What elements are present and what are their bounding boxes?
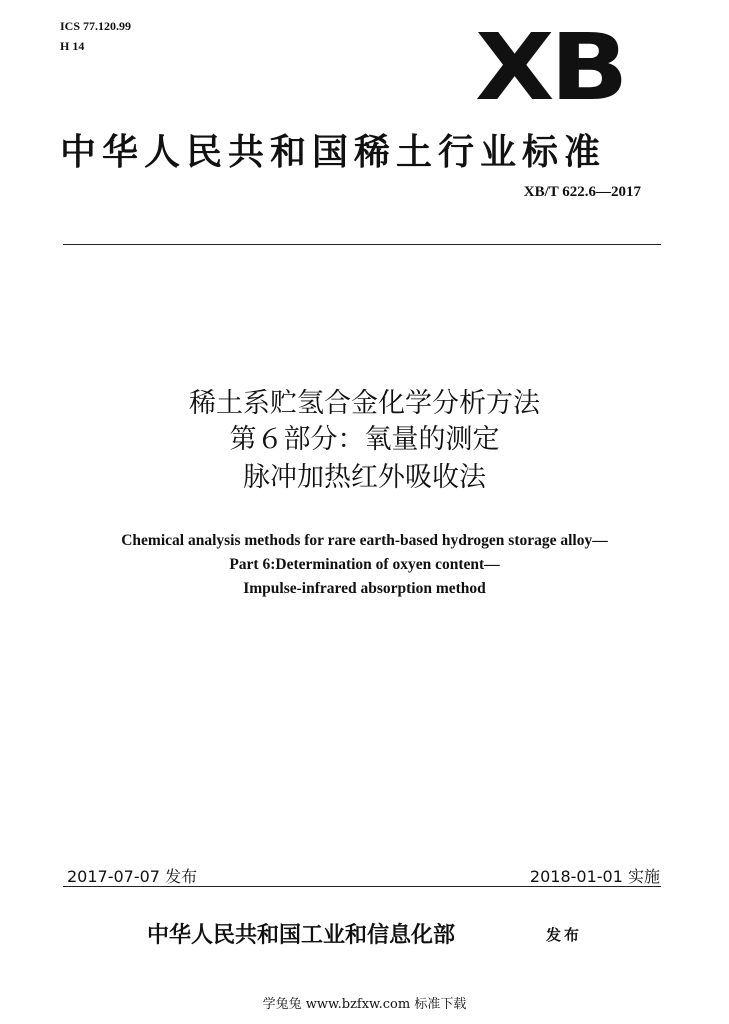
title-en-line3: Impulse-infrared absorption method [243,580,486,597]
header-divider [63,244,661,245]
title-cn-line2: 第６部分：氧量的测定 [229,424,500,455]
industry-standard-title: 中华人民共和国稀土行业标准 [60,132,607,173]
issuing-authority: 中华人民共和国工业和信息化部 [147,923,456,948]
implement-date: 2018-01-01 实施 [529,867,660,886]
xb-logo: XB [475,14,625,121]
title-en-line1: Chemical analysis methods for rare earth-based hydrogen storage alloy— [121,532,608,549]
classification-codes [60,16,131,56]
watermark-footer: 学兔兔 www.bzfxw.com 标准下载 [262,997,467,1012]
standard-number: XB/T 622.6—2017 [523,184,641,200]
publish-date: 2017-07-07 发布 [67,867,198,886]
title-en-line2: Part 6:Determination of oxyen content— [229,556,500,573]
title-cn-line3: 脉冲加热红外吸收法 [243,462,486,493]
footer-divider [63,886,661,887]
ics-code: ICS 77.120.99 [60,19,132,33]
ccs-code: H 14 [60,39,85,53]
issue-label: 发布 [546,926,583,944]
title-cn-line1: 稀土系贮氢合金化学分析方法 [189,388,540,419]
